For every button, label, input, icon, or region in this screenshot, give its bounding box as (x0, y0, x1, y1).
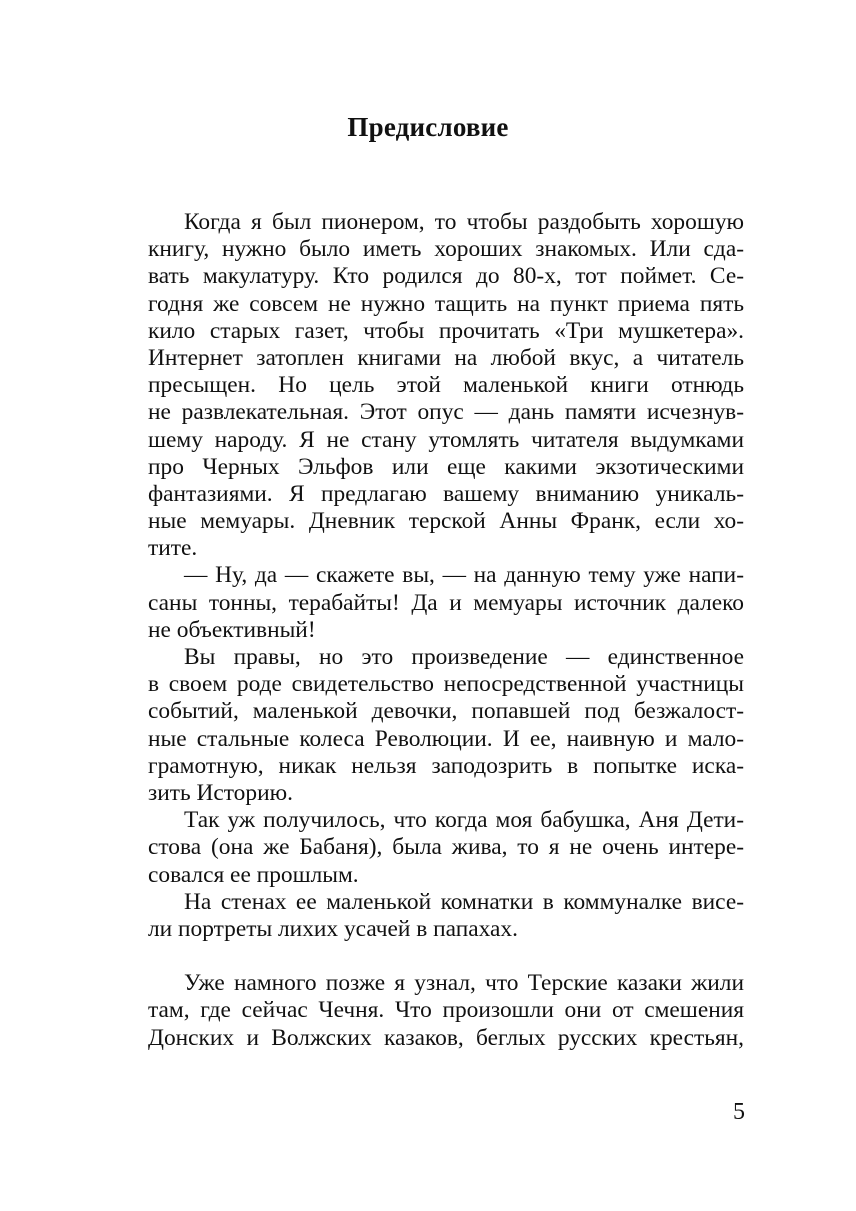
text-line: шему народу. Я не стану утомлять читателя выдумками (148, 426, 744, 453)
text-line: фантазиями. Я предлагаю вашему вниманию уникаль- (148, 480, 744, 507)
paragraph-4 (148, 807, 744, 889)
text-line: стова (она же Бабаня), была жива, то я не очень интере- (148, 834, 744, 861)
text-line: ные мемуары. Дневник терской Анны Франк, если хо- (148, 508, 744, 535)
text-line: про Черных Эльфов или еще какими экзотическими (148, 453, 744, 480)
paragraph-gap (148, 943, 744, 970)
text-line: На стенах ее маленькой комнатки в коммуналке висе- (184, 888, 744, 915)
text-line: ные стальные колеса Революции. И ее, наивную и мало- (148, 725, 744, 752)
text-line: событий, маленькой девочки, попавшей под безжалост- (148, 698, 744, 725)
body-text (148, 209, 744, 1052)
text-line: зить Историю. (148, 779, 293, 806)
text-line: в своем роде свидетельство непосредственной участницы (148, 671, 744, 698)
paragraph-1 (148, 209, 744, 562)
page-number: 5 (733, 1099, 745, 1125)
page-title: Предисловие (347, 112, 509, 142)
text-line: вать макулатуру. Кто родился до 80-х, тот поймет. Се- (148, 263, 744, 290)
text-line: совался ее прошлым. (148, 861, 359, 888)
text-line: тите. (148, 535, 198, 562)
text-line: там, где сейчас Чечня. Что произошли они от смешения (148, 997, 744, 1024)
text-line: Вы правы, но это произведение — единственное (184, 644, 744, 670)
text-line: книгу, нужно было иметь хороших знакомых. Или сда- (148, 236, 744, 263)
paragraph-2 (148, 562, 744, 644)
paragraph-5 (148, 889, 744, 943)
paragraph-3 (148, 644, 744, 807)
text-line: грамотную, никак нельзя заподозрить в попытке иска- (148, 752, 744, 779)
text-line: ли портреты лихих усачей в папахах. (148, 915, 518, 942)
text-line: Когда я был пионером, то чтобы раздобыть хорошую (184, 209, 744, 235)
text-line: саны тонны, терабайты! Да и мемуары источник далеко (148, 589, 744, 616)
text-line: Уже намного позже я узнал, что Терские казаки жили (184, 970, 744, 997)
text-line: не объективный! (148, 616, 316, 643)
text-line: пресыщен. Но цель этой маленькой книги отнюдь (148, 372, 744, 399)
text-line: кило старых газет, чтобы прочитать «Три мушкетера». (148, 317, 744, 344)
text-line: — Ну, да — скажете вы, — на данную тему уже напи- (184, 562, 744, 589)
text-line: Интернет затоплен книгами на любой вкус, а читатель (148, 344, 744, 371)
text-line: Донских и Волжских казаков, беглых русских крестьян, (148, 1024, 744, 1051)
paragraph-6 (148, 970, 744, 1052)
text-line: не развлекательная. Этот опус — дань памяти исчезнув- (148, 399, 744, 426)
text-line: Так уж получилось, что когда моя бабушка, Аня Дети- (184, 807, 744, 834)
text-line: годня же совсем не нужно тащить на пункт приема пять (148, 290, 744, 317)
